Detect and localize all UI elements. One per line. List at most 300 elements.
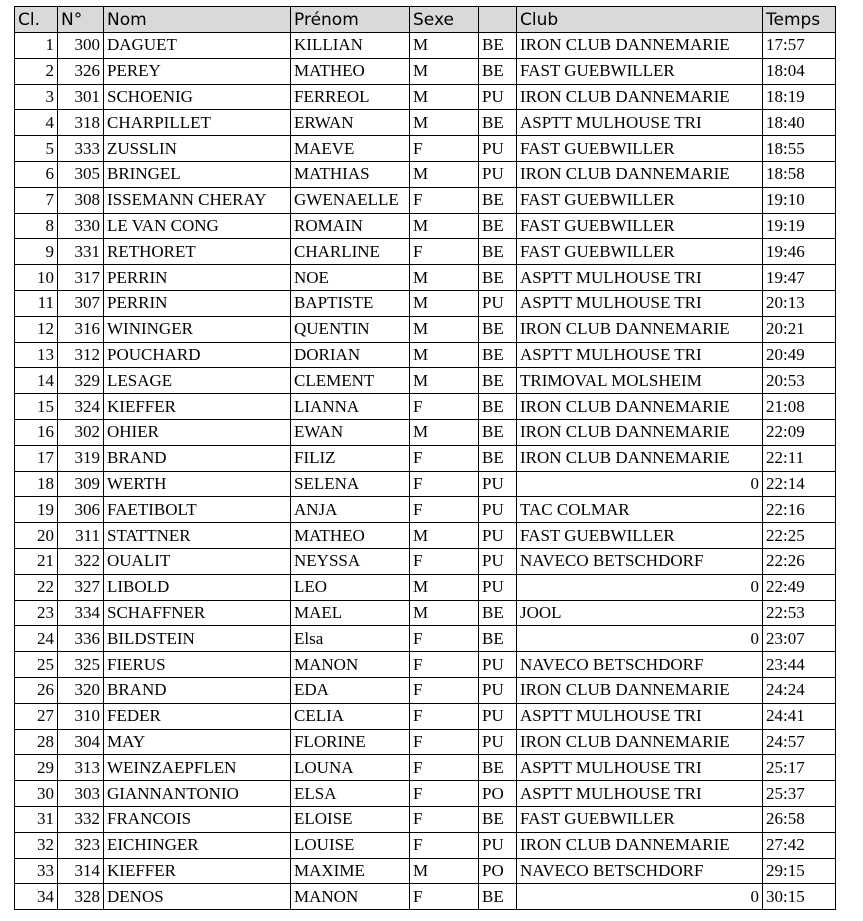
- cell-sex: F: [410, 187, 479, 213]
- cell-bib: 311: [58, 523, 104, 549]
- cell-sex: M: [410, 316, 479, 342]
- cell-club: FAST GUEBWILLER: [517, 213, 763, 239]
- cell-club: IRON CLUB DANNEMARIE: [517, 394, 763, 420]
- cell-lastname: LE VAN CONG: [104, 213, 291, 239]
- cell-time: 19:19: [763, 213, 836, 239]
- cell-sex: F: [410, 755, 479, 781]
- cell-bib: 318: [58, 110, 104, 136]
- cell-lastname: BRAND: [104, 445, 291, 471]
- cell-firstname: ELOISE: [291, 806, 410, 832]
- table-row: [15, 703, 836, 729]
- cell-rank: 28: [15, 729, 58, 755]
- cell-lastname: BRINGEL: [104, 161, 291, 187]
- cell-category: BE: [479, 187, 517, 213]
- cell-rank: 12: [15, 316, 58, 342]
- cell-sex: F: [410, 497, 479, 523]
- cell-category: PO: [479, 781, 517, 807]
- cell-bib: 314: [58, 858, 104, 884]
- cell-time: 18:40: [763, 110, 836, 136]
- header-firstname: Prénom: [291, 7, 410, 33]
- table-row: [15, 600, 836, 626]
- cell-firstname: FLORINE: [291, 729, 410, 755]
- cell-sex: M: [410, 523, 479, 549]
- cell-bib: 305: [58, 161, 104, 187]
- cell-club: IRON CLUB DANNEMARIE: [517, 316, 763, 342]
- cell-sex: F: [410, 239, 479, 265]
- results-body: [15, 33, 836, 910]
- header-sex: Sexe: [410, 7, 479, 33]
- cell-category: BE: [479, 342, 517, 368]
- cell-category: BE: [479, 33, 517, 59]
- cell-sex: M: [410, 600, 479, 626]
- table-row: [15, 316, 836, 342]
- cell-club: NAVECO BETSCHDORF: [517, 858, 763, 884]
- cell-category: PU: [479, 652, 517, 678]
- cell-sex: M: [410, 858, 479, 884]
- cell-category: BE: [479, 445, 517, 471]
- cell-sex: M: [410, 290, 479, 316]
- cell-category: PU: [479, 84, 517, 110]
- cell-lastname: OHIER: [104, 419, 291, 445]
- cell-category: BE: [479, 884, 517, 910]
- cell-lastname: BRAND: [104, 677, 291, 703]
- cell-time: 17:57: [763, 33, 836, 59]
- cell-bib: 304: [58, 729, 104, 755]
- cell-rank: 31: [15, 806, 58, 832]
- cell-bib: 300: [58, 33, 104, 59]
- table-row: [15, 394, 836, 420]
- cell-firstname: MATHIAS: [291, 161, 410, 187]
- cell-time: 19:10: [763, 187, 836, 213]
- cell-rank: 6: [15, 161, 58, 187]
- cell-club: IRON CLUB DANNEMARIE: [517, 445, 763, 471]
- cell-sex: M: [410, 342, 479, 368]
- table-row: [15, 574, 836, 600]
- cell-lastname: MAY: [104, 729, 291, 755]
- cell-time: 24:24: [763, 677, 836, 703]
- table-row: [15, 652, 836, 678]
- cell-category: PU: [479, 548, 517, 574]
- cell-club: FAST GUEBWILLER: [517, 136, 763, 162]
- table-row: [15, 677, 836, 703]
- cell-club: ASPTT MULHOUSE TRI: [517, 110, 763, 136]
- cell-club: ASPTT MULHOUSE TRI: [517, 342, 763, 368]
- cell-rank: 9: [15, 239, 58, 265]
- cell-lastname: DAGUET: [104, 33, 291, 59]
- cell-bib: 308: [58, 187, 104, 213]
- cell-category: PU: [479, 677, 517, 703]
- cell-time: 23:44: [763, 652, 836, 678]
- cell-category: PU: [479, 523, 517, 549]
- cell-firstname: LOUNA: [291, 755, 410, 781]
- cell-lastname: LIBOLD: [104, 574, 291, 600]
- cell-club: IRON CLUB DANNEMARIE: [517, 677, 763, 703]
- header-category: [479, 7, 517, 33]
- header-lastname: Nom: [104, 7, 291, 33]
- cell-category: PO: [479, 858, 517, 884]
- cell-bib: 325: [58, 652, 104, 678]
- cell-club: FAST GUEBWILLER: [517, 187, 763, 213]
- cell-time: 20:21: [763, 316, 836, 342]
- cell-rank: 29: [15, 755, 58, 781]
- cell-club: 0: [517, 471, 763, 497]
- cell-bib: 334: [58, 600, 104, 626]
- cell-lastname: PERRIN: [104, 290, 291, 316]
- cell-rank: 1: [15, 33, 58, 59]
- cell-lastname: KIEFFER: [104, 394, 291, 420]
- cell-sex: M: [410, 33, 479, 59]
- cell-lastname: GIANNANTONIO: [104, 781, 291, 807]
- cell-time: 25:37: [763, 781, 836, 807]
- cell-time: 22:26: [763, 548, 836, 574]
- cell-time: 19:47: [763, 265, 836, 291]
- cell-lastname: BILDSTEIN: [104, 626, 291, 652]
- cell-rank: 16: [15, 419, 58, 445]
- table-row: [15, 419, 836, 445]
- cell-rank: 2: [15, 58, 58, 84]
- header-rank: Cl.: [15, 7, 58, 33]
- cell-sex: F: [410, 781, 479, 807]
- cell-bib: 309: [58, 471, 104, 497]
- cell-firstname: QUENTIN: [291, 316, 410, 342]
- cell-lastname: WERTH: [104, 471, 291, 497]
- cell-category: BE: [479, 58, 517, 84]
- cell-firstname: MANON: [291, 652, 410, 678]
- cell-bib: 327: [58, 574, 104, 600]
- cell-time: 22:49: [763, 574, 836, 600]
- cell-lastname: KIEFFER: [104, 858, 291, 884]
- cell-firstname: EDA: [291, 677, 410, 703]
- cell-firstname: Elsa: [291, 626, 410, 652]
- cell-lastname: LESAGE: [104, 368, 291, 394]
- cell-firstname: MAEVE: [291, 136, 410, 162]
- cell-bib: 329: [58, 368, 104, 394]
- cell-rank: 34: [15, 884, 58, 910]
- cell-rank: 10: [15, 265, 58, 291]
- cell-rank: 25: [15, 652, 58, 678]
- cell-time: 22:14: [763, 471, 836, 497]
- cell-rank: 22: [15, 574, 58, 600]
- table-row: [15, 161, 836, 187]
- cell-bib: 336: [58, 626, 104, 652]
- cell-sex: F: [410, 729, 479, 755]
- cell-time: 22:25: [763, 523, 836, 549]
- cell-club: FAST GUEBWILLER: [517, 523, 763, 549]
- cell-club: ASPTT MULHOUSE TRI: [517, 290, 763, 316]
- cell-sex: F: [410, 884, 479, 910]
- cell-time: 20:53: [763, 368, 836, 394]
- cell-firstname: LIANNA: [291, 394, 410, 420]
- table-row: [15, 187, 836, 213]
- cell-time: 22:53: [763, 600, 836, 626]
- cell-bib: 312: [58, 342, 104, 368]
- cell-bib: 324: [58, 394, 104, 420]
- header-time: Temps: [763, 7, 836, 33]
- cell-lastname: FRANCOIS: [104, 806, 291, 832]
- cell-club: FAST GUEBWILLER: [517, 806, 763, 832]
- cell-bib: 320: [58, 677, 104, 703]
- cell-category: PU: [479, 832, 517, 858]
- cell-club: IRON CLUB DANNEMARIE: [517, 33, 763, 59]
- cell-time: 18:55: [763, 136, 836, 162]
- table-row: [15, 548, 836, 574]
- header-row: [15, 7, 836, 33]
- cell-bib: 322: [58, 548, 104, 574]
- cell-sex: M: [410, 419, 479, 445]
- cell-time: 23:07: [763, 626, 836, 652]
- cell-time: 18:58: [763, 161, 836, 187]
- table-row: [15, 239, 836, 265]
- cell-category: BE: [479, 806, 517, 832]
- cell-club: IRON CLUB DANNEMARIE: [517, 832, 763, 858]
- cell-club: ASPTT MULHOUSE TRI: [517, 781, 763, 807]
- cell-category: BE: [479, 419, 517, 445]
- cell-rank: 15: [15, 394, 58, 420]
- cell-firstname: MAXIME: [291, 858, 410, 884]
- cell-lastname: PERRIN: [104, 265, 291, 291]
- table-row: [15, 110, 836, 136]
- cell-lastname: PEREY: [104, 58, 291, 84]
- cell-bib: 333: [58, 136, 104, 162]
- cell-rank: 19: [15, 497, 58, 523]
- cell-sex: F: [410, 445, 479, 471]
- table-row: [15, 342, 836, 368]
- cell-time: 22:09: [763, 419, 836, 445]
- cell-rank: 8: [15, 213, 58, 239]
- table-row: [15, 33, 836, 59]
- cell-firstname: BAPTISTE: [291, 290, 410, 316]
- cell-rank: 21: [15, 548, 58, 574]
- cell-rank: 18: [15, 471, 58, 497]
- cell-firstname: GWENAELLE: [291, 187, 410, 213]
- cell-lastname: FIERUS: [104, 652, 291, 678]
- cell-firstname: MATHEO: [291, 523, 410, 549]
- cell-club: JOOL: [517, 600, 763, 626]
- cell-sex: F: [410, 136, 479, 162]
- header-bib: N°: [58, 7, 104, 33]
- cell-lastname: EICHINGER: [104, 832, 291, 858]
- table-row: [15, 806, 836, 832]
- cell-firstname: ROMAIN: [291, 213, 410, 239]
- cell-lastname: FEDER: [104, 703, 291, 729]
- cell-category: PU: [479, 136, 517, 162]
- cell-time: 22:16: [763, 497, 836, 523]
- cell-club: ASPTT MULHOUSE TRI: [517, 265, 763, 291]
- cell-firstname: LOUISE: [291, 832, 410, 858]
- cell-club: IRON CLUB DANNEMARIE: [517, 729, 763, 755]
- cell-category: PU: [479, 290, 517, 316]
- cell-lastname: POUCHARD: [104, 342, 291, 368]
- cell-category: BE: [479, 394, 517, 420]
- cell-lastname: CHARPILLET: [104, 110, 291, 136]
- cell-sex: F: [410, 652, 479, 678]
- cell-time: 20:13: [763, 290, 836, 316]
- cell-time: 24:41: [763, 703, 836, 729]
- cell-time: 26:58: [763, 806, 836, 832]
- table-row: [15, 136, 836, 162]
- cell-firstname: EWAN: [291, 419, 410, 445]
- cell-club: ASPTT MULHOUSE TRI: [517, 755, 763, 781]
- cell-firstname: KILLIAN: [291, 33, 410, 59]
- cell-time: 24:57: [763, 729, 836, 755]
- cell-lastname: OUALIT: [104, 548, 291, 574]
- table-row: [15, 884, 836, 910]
- cell-sex: F: [410, 626, 479, 652]
- header-club: Club: [517, 7, 763, 33]
- cell-category: PU: [479, 471, 517, 497]
- cell-bib: 316: [58, 316, 104, 342]
- cell-sex: M: [410, 213, 479, 239]
- cell-rank: 33: [15, 858, 58, 884]
- cell-club: IRON CLUB DANNEMARIE: [517, 419, 763, 445]
- cell-firstname: ANJA: [291, 497, 410, 523]
- cell-time: 20:49: [763, 342, 836, 368]
- table-row: [15, 445, 836, 471]
- cell-lastname: ZUSSLIN: [104, 136, 291, 162]
- cell-time: 30:15: [763, 884, 836, 910]
- cell-sex: M: [410, 368, 479, 394]
- table-row: [15, 626, 836, 652]
- cell-sex: M: [410, 110, 479, 136]
- cell-sex: F: [410, 806, 479, 832]
- cell-bib: 331: [58, 239, 104, 265]
- cell-category: BE: [479, 239, 517, 265]
- cell-sex: F: [410, 394, 479, 420]
- cell-lastname: STATTNER: [104, 523, 291, 549]
- table-row: [15, 265, 836, 291]
- cell-club: NAVECO BETSCHDORF: [517, 548, 763, 574]
- cell-firstname: NEYSSA: [291, 548, 410, 574]
- cell-bib: 307: [58, 290, 104, 316]
- cell-firstname: SELENA: [291, 471, 410, 497]
- cell-category: BE: [479, 626, 517, 652]
- table-row: [15, 781, 836, 807]
- cell-rank: 14: [15, 368, 58, 394]
- cell-club: 0: [517, 574, 763, 600]
- cell-rank: 4: [15, 110, 58, 136]
- cell-club: FAST GUEBWILLER: [517, 58, 763, 84]
- cell-category: BE: [479, 213, 517, 239]
- cell-category: PU: [479, 703, 517, 729]
- cell-bib: 330: [58, 213, 104, 239]
- cell-rank: 32: [15, 832, 58, 858]
- cell-category: BE: [479, 316, 517, 342]
- cell-bib: 319: [58, 445, 104, 471]
- cell-club: TRIMOVAL MOLSHEIM: [517, 368, 763, 394]
- cell-firstname: LEO: [291, 574, 410, 600]
- cell-category: PU: [479, 497, 517, 523]
- cell-firstname: FERREOL: [291, 84, 410, 110]
- cell-club: ASPTT MULHOUSE TRI: [517, 703, 763, 729]
- cell-sex: F: [410, 471, 479, 497]
- cell-club: TAC COLMAR: [517, 497, 763, 523]
- cell-club: FAST GUEBWILLER: [517, 239, 763, 265]
- cell-time: 18:19: [763, 84, 836, 110]
- cell-bib: 313: [58, 755, 104, 781]
- table-row: [15, 832, 836, 858]
- cell-firstname: FILIZ: [291, 445, 410, 471]
- cell-rank: 20: [15, 523, 58, 549]
- cell-sex: M: [410, 84, 479, 110]
- cell-firstname: CLEMENT: [291, 368, 410, 394]
- cell-club: 0: [517, 884, 763, 910]
- cell-rank: 11: [15, 290, 58, 316]
- cell-lastname: SCHOENIG: [104, 84, 291, 110]
- cell-rank: 13: [15, 342, 58, 368]
- cell-time: 18:04: [763, 58, 836, 84]
- cell-category: BE: [479, 368, 517, 394]
- cell-firstname: NOE: [291, 265, 410, 291]
- cell-firstname: ELSA: [291, 781, 410, 807]
- cell-time: 25:17: [763, 755, 836, 781]
- cell-rank: 17: [15, 445, 58, 471]
- cell-category: BE: [479, 110, 517, 136]
- cell-rank: 27: [15, 703, 58, 729]
- cell-lastname: SCHAFFNER: [104, 600, 291, 626]
- cell-firstname: CELIA: [291, 703, 410, 729]
- table-row: [15, 497, 836, 523]
- table-row: [15, 368, 836, 394]
- table-row: [15, 729, 836, 755]
- table-row: [15, 471, 836, 497]
- cell-rank: 24: [15, 626, 58, 652]
- cell-club: NAVECO BETSCHDORF: [517, 652, 763, 678]
- table-row: [15, 58, 836, 84]
- cell-sex: F: [410, 703, 479, 729]
- cell-category: PU: [479, 574, 517, 600]
- cell-rank: 30: [15, 781, 58, 807]
- cell-bib: 332: [58, 806, 104, 832]
- cell-category: BE: [479, 265, 517, 291]
- cell-sex: F: [410, 677, 479, 703]
- results-table: [14, 6, 836, 910]
- cell-lastname: ISSEMANN CHERAY: [104, 187, 291, 213]
- cell-time: 22:11: [763, 445, 836, 471]
- cell-rank: 23: [15, 600, 58, 626]
- cell-category: BE: [479, 755, 517, 781]
- cell-category: PU: [479, 161, 517, 187]
- table-row: [15, 213, 836, 239]
- cell-lastname: RETHORET: [104, 239, 291, 265]
- cell-bib: 326: [58, 58, 104, 84]
- cell-sex: M: [410, 574, 479, 600]
- cell-sex: M: [410, 161, 479, 187]
- cell-lastname: WEINZAEPFLEN: [104, 755, 291, 781]
- cell-bib: 317: [58, 265, 104, 291]
- cell-sex: M: [410, 265, 479, 291]
- cell-bib: 301: [58, 84, 104, 110]
- cell-category: PU: [479, 729, 517, 755]
- cell-lastname: FAETIBOLT: [104, 497, 291, 523]
- cell-lastname: WININGER: [104, 316, 291, 342]
- cell-bib: 303: [58, 781, 104, 807]
- cell-bib: 328: [58, 884, 104, 910]
- cell-bib: 302: [58, 419, 104, 445]
- table-row: [15, 84, 836, 110]
- cell-rank: 26: [15, 677, 58, 703]
- cell-club: IRON CLUB DANNEMARIE: [517, 84, 763, 110]
- cell-rank: 7: [15, 187, 58, 213]
- cell-club: IRON CLUB DANNEMARIE: [517, 161, 763, 187]
- cell-firstname: DORIAN: [291, 342, 410, 368]
- table-row: [15, 523, 836, 549]
- cell-club: 0: [517, 626, 763, 652]
- cell-firstname: CHARLINE: [291, 239, 410, 265]
- cell-time: 29:15: [763, 858, 836, 884]
- cell-bib: 306: [58, 497, 104, 523]
- table-row: [15, 290, 836, 316]
- cell-firstname: MATHEO: [291, 58, 410, 84]
